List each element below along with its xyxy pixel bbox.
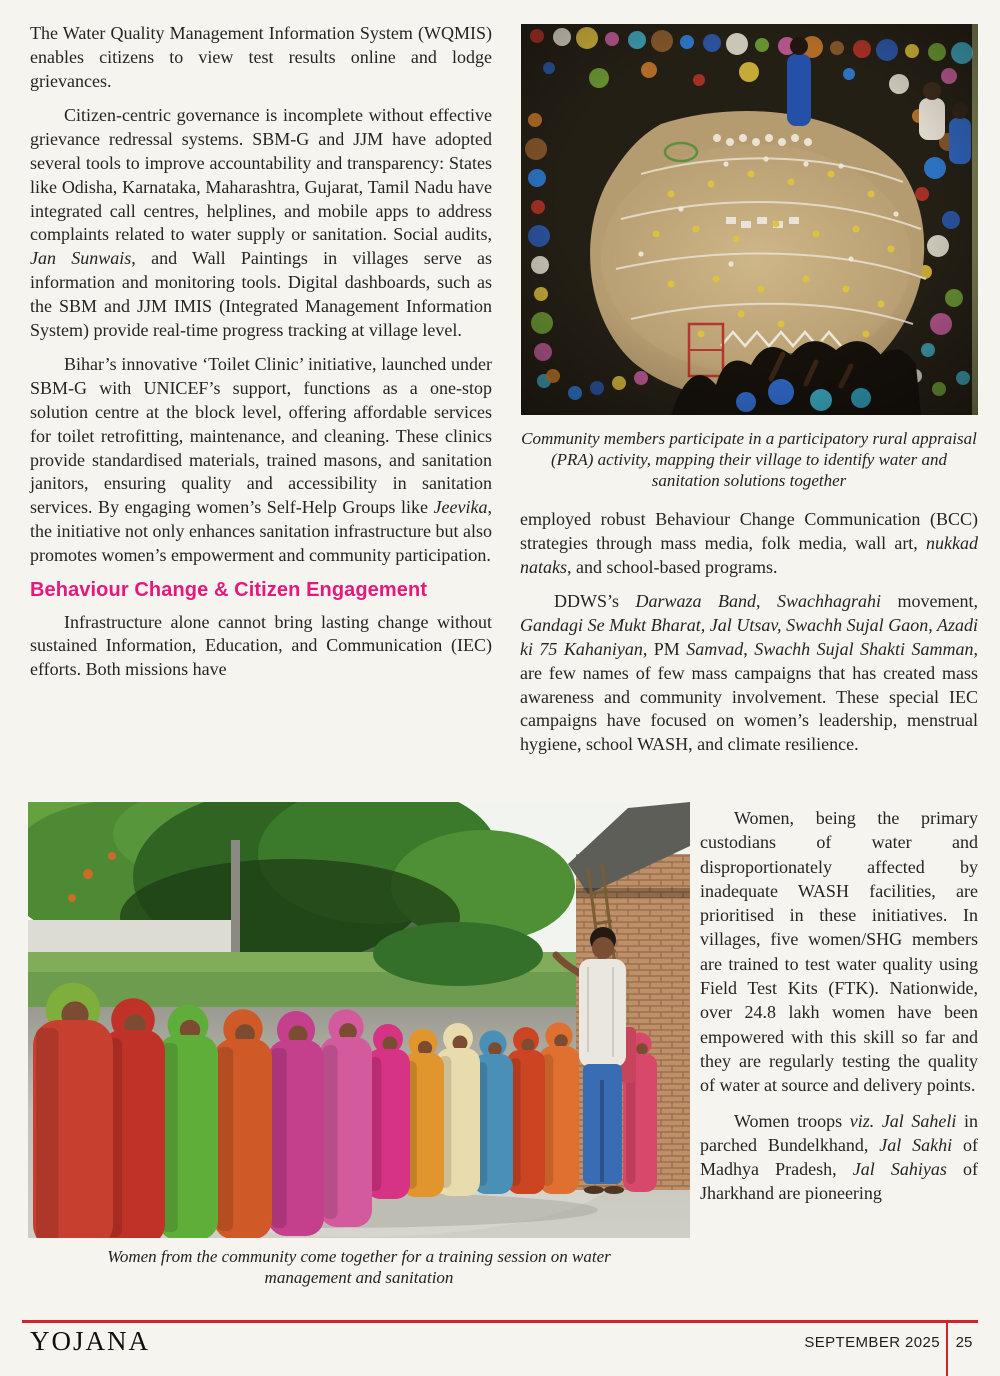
paragraph-citizen-governance: Citizen-centric governance is incomplete without effective grievance redressal systems. SBM-G and JJM have adopted several tools to improve accountability and transparency: States like Odisha, Karnataka, Maharashtra, Gujarat, Tamil Nadu have integrated call centres, helplines, and mobile apps to address complaints related to water supply or sanitation. Social audits, Jan Sunwais, and Wall Paintings in villages serve as information and monitoring tools. Digital dashboards, such as the SBM and JJM IMIS (Integrated Management Information System) provide real-time progress tracking at village level. <box>30 105 492 340</box>
right-column <box>520 508 978 768</box>
footer-rule <box>22 1320 978 1323</box>
training-session-illustration <box>28 802 690 1238</box>
paragraph-women-troops: Women troops viz. Jal Saheli in parched Bundelkhand, Jal Sakhi of Madhya Pradesh, Jal Sahiyas of Jharkhand are pioneering <box>700 1110 978 1204</box>
issue-date: SEPTEMBER 2025 <box>804 1334 940 1351</box>
top-photo-caption: Community members participate in a participatory rural appraisal (PRA) activity, mapping their village to identify water and sanitation solutions together <box>521 429 977 490</box>
paragraph-wqmis: The Water Quality Management Information System (WQMIS) enables citizens to view test results online and lodge grievances. <box>30 23 492 91</box>
paragraph-infrastructure: Infrastructure alone cannot bring lasting change without sustained Information, Education, and Communication (IEC) efforts. Both missions have <box>30 611 492 680</box>
pra-activity-illustration <box>521 24 978 415</box>
pra-activity-photo <box>521 24 978 415</box>
paragraph-campaigns: DDWS’s Darwaza Band, Swachhagrahi movement, Gandagi Se Mukt Bharat, Jal Utsav, Swachh Sujal Gaon, Azadi ki 75 Kahaniyan, PM Samvad, Swachh Sujal Shakti Samman, are few names of few mass campaigns that has created mass awareness and community involvement. These special IEC campaigns have focused on women’s leadership, menstrual hygiene, school WASH, and climate resilience. <box>520 591 979 755</box>
training-session-photo <box>28 802 690 1238</box>
page-number: 25 <box>955 1334 973 1351</box>
paragraph-women-custodians: Women, being the primary custodians of water and disproportionately affected by inadequate WASH facilities, are prioritised in these initiatives. In villages, five women/SHG members are trained to test water quality using Field Test Kits (FTK). Nationwide, over 24.8 lakh women have been empowered with this skill so far and they are regularly testing the quality of water at source and delivery points. <box>700 808 978 1096</box>
section-heading-behaviour-change: Behaviour Change & Citizen Engagement <box>30 578 428 601</box>
footer-divider <box>946 1320 948 1376</box>
bottom-photo-caption <box>28 1246 690 1288</box>
left-column <box>30 22 492 693</box>
bottom-photo-caption-text: Women from the community come together for a training session on water management and sanitation <box>107 1247 611 1287</box>
paragraph-toilet-clinic: Bihar’s innovative ‘Toilet Clinic’ initiative, launched under SBM-G with UNICEF’s support, functions as a one-stop solution centre at the block level, offering affordable services for toilet retrofitting, maintenance, and cleaning. These clinics provide standardised materials, trained masons, and sanitation janitors, ensuring quality and accessibility in sanitation services. By engaging women’s Self-Help Groups like Jeevika, the initiative not only enhances sanitation infrastructure but also promotes women’s empowerment and community participation. <box>30 354 492 565</box>
narrow-right-column <box>700 806 978 1217</box>
magazine-title: YOJANA <box>30 1326 150 1356</box>
paragraph-bcc: employed robust Behaviour Change Communication (BCC) strategies through mass media, folk media, wall art, nukkad nataks, and school-based programs. <box>520 509 978 577</box>
